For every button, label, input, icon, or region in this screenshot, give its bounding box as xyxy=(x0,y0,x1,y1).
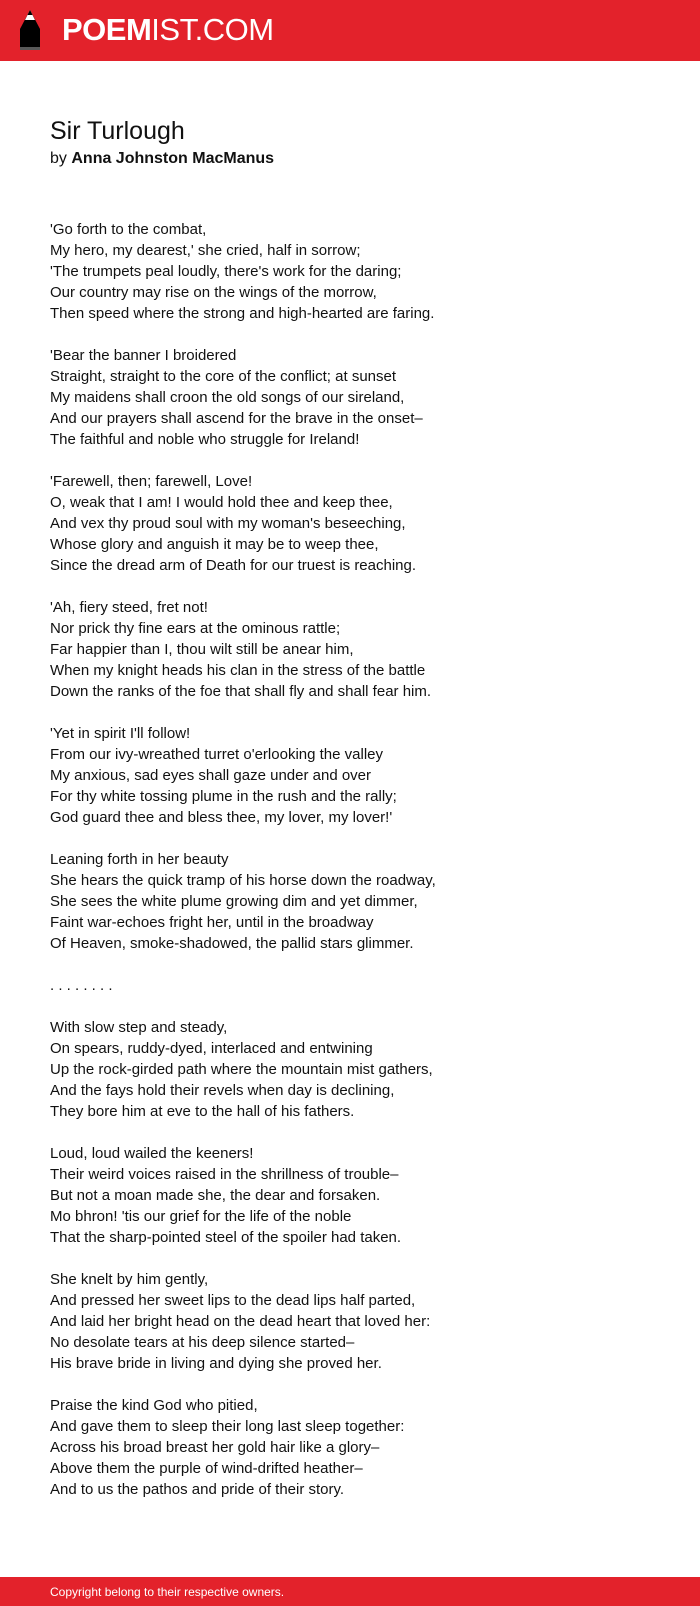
poem-stanza xyxy=(50,219,670,324)
poem-line: They bore him at eve to the hall of his fathers. xyxy=(50,1103,355,1120)
poem-line: No desolate tears at his deep silence started– xyxy=(50,1334,355,1351)
poem-line: On spears, ruddy-dyed, interlaced and entwining xyxy=(50,1040,373,1057)
poem-line: Our country may rise on the wings of the morrow, xyxy=(50,284,377,301)
poem-line: Across his broad breast her gold hair like a glory– xyxy=(50,1439,380,1456)
poem-line: She knelt by him gently, xyxy=(50,1271,209,1288)
site-footer xyxy=(0,1577,700,1606)
poem-line: Of Heaven, smoke-shadowed, the pallid stars glimmer. xyxy=(50,935,414,952)
poem-line: Straight, straight to the core of the conflict; at sunset xyxy=(50,368,397,385)
poem-line: Above them the purple of wind-drifted heather– xyxy=(50,1460,363,1477)
poem-line: And vex thy proud soul with my woman's beseeching, xyxy=(50,515,406,532)
poem-line: 'Go forth to the combat, xyxy=(50,221,207,238)
pencil-icon[interactable] xyxy=(17,9,43,52)
poem-line: His brave bride in living and dying she proved her. xyxy=(50,1355,382,1372)
site-logo[interactable] xyxy=(62,12,274,48)
poem-line: Then speed where the strong and high-hearted are faring. xyxy=(50,305,435,322)
byline xyxy=(50,148,274,170)
poem-line: 'Yet in spirit I'll follow! xyxy=(50,725,191,742)
poem-line: When my knight heads his clan in the stress of the battle xyxy=(50,662,426,679)
poem-line: And pressed her sweet lips to the dead lips half parted, xyxy=(50,1292,416,1309)
poem-line: From our ivy-wreathed turret o'erlooking the valley xyxy=(50,746,384,763)
brand-light: IST.COM xyxy=(151,12,274,47)
poem-line: Mo bhron! 'tis our grief for the life of the noble xyxy=(50,1208,352,1225)
poem-stanza xyxy=(50,345,670,450)
poem-stanza xyxy=(50,1269,670,1374)
poem-line: And laid her bright head on the dead heart that loved her: xyxy=(50,1313,431,1330)
author-name[interactable]: Anna Johnston MacManus xyxy=(71,150,275,167)
poem-line: My hero, my dearest,' she cried, half in sorrow; xyxy=(50,242,361,259)
poem-line: 'Ah, fiery steed, fret not! xyxy=(50,599,208,616)
poem-title: Sir Turlough xyxy=(50,117,185,145)
copyright-notice: Copyright belong to their respective owners. xyxy=(50,1585,285,1599)
poem-line: Since the dread arm of Death for our truest is reaching. xyxy=(50,557,417,574)
poem-line: 'Farewell, then; farewell, Love! xyxy=(50,473,253,490)
poem-line: Down the ranks of the foe that shall fly and shall fear him. xyxy=(50,683,432,700)
poem-line: She sees the white plume growing dim and yet dimmer, xyxy=(50,893,418,910)
poem-stanza xyxy=(50,471,670,576)
poem-line: O, weak that I am! I would hold thee and keep thee, xyxy=(50,494,393,511)
poem-stanza xyxy=(50,597,670,702)
poem-line: My maidens shall croon the old songs of our sireland, xyxy=(50,389,405,406)
poem-line: But not a moan made she, the dear and forsaken. xyxy=(50,1187,381,1204)
site-header xyxy=(0,0,700,61)
by-prefix: by xyxy=(50,150,67,167)
poem-line: Faint war-echoes fright her, until in the broadway xyxy=(50,914,374,931)
poem-line: With slow step and steady, xyxy=(50,1019,228,1036)
poem-line: 'The trumpets peal loudly, there's work for the daring; xyxy=(50,263,402,280)
poem-stanza xyxy=(50,1143,670,1248)
poem-line: Far happier than I, thou wilt still be anear him, xyxy=(50,641,354,658)
poem-line: Their weird voices raised in the shrillness of trouble– xyxy=(50,1166,399,1183)
poem-line: For thy white tossing plume in the rush and the rally; xyxy=(50,788,397,805)
poem-line: My anxious, sad eyes shall gaze under and over xyxy=(50,767,372,784)
poem-stanza xyxy=(50,849,670,954)
poem-line: And gave them to sleep their long last sleep together: xyxy=(50,1418,405,1435)
poem-line: The faithful and noble who struggle for Ireland! xyxy=(50,431,360,448)
poem-line: She hears the quick tramp of his horse down the roadway, xyxy=(50,872,436,889)
poem-stanza xyxy=(50,723,670,828)
poem-line: Up the rock-girded path where the mountain mist gathers, xyxy=(50,1061,433,1078)
poem-line: And our prayers shall ascend for the brave in the onset– xyxy=(50,410,423,427)
poem-line: Whose glory and anguish it may be to weep thee, xyxy=(50,536,379,553)
poem-line: And the fays hold their revels when day is declining, xyxy=(50,1082,395,1099)
poem-line: Leaning forth in her beauty xyxy=(50,851,229,868)
poem-body xyxy=(50,219,670,1521)
poem-line: And to us the pathos and pride of their story. xyxy=(50,1481,345,1498)
poem-stanza xyxy=(50,1017,670,1122)
poem-stanza xyxy=(50,975,670,996)
poem-line: That the sharp-pointed steel of the spoiler had taken. xyxy=(50,1229,402,1246)
poem-line: Loud, loud wailed the keeners! xyxy=(50,1145,254,1162)
poem-line: . . . . . . . . xyxy=(50,977,113,994)
brand-bold: POEM xyxy=(62,12,152,47)
poem-line: 'Bear the banner I broidered xyxy=(50,347,237,364)
poem-line: Praise the kind God who pitied, xyxy=(50,1397,258,1414)
poem-line: Nor prick thy fine ears at the ominous rattle; xyxy=(50,620,341,637)
poem-line: God guard thee and bless thee, my lover, my lover!' xyxy=(50,809,393,826)
poem-stanza xyxy=(50,1395,670,1500)
